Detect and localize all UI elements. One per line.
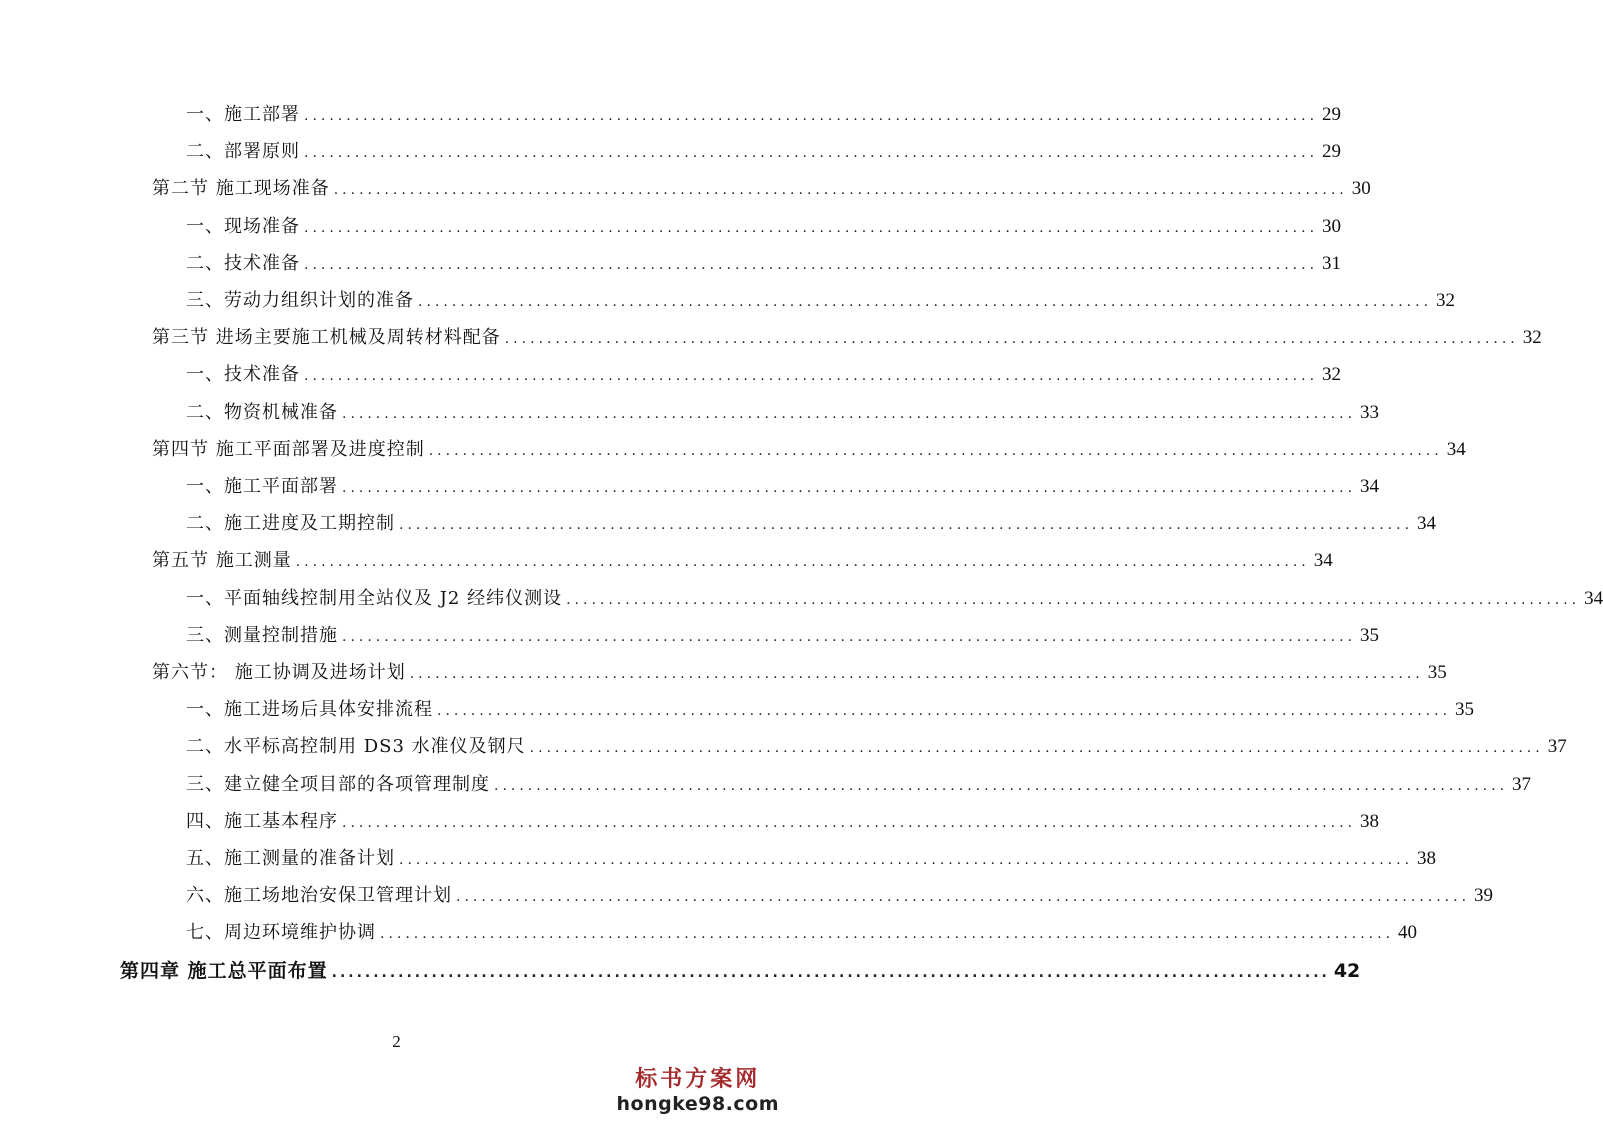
toc-entry-page: 32 — [1522, 327, 1542, 349]
toc-entry-page: 29 — [1322, 104, 1342, 125]
toc-subsection-entry — [186, 286, 1456, 316]
toc-dot-leader: ........................................................................................................................ — [304, 145, 1319, 162]
toc-entry-title: 五、施工测量的准备计划 — [186, 848, 395, 869]
toc-entry-page: 37 — [1547, 736, 1567, 758]
toc-section-entry — [152, 323, 1542, 353]
toc-entry-title: 七、周边环境维护协调 — [186, 922, 376, 944]
toc-dot-leader: ........................................................................................................................ — [566, 591, 1581, 608]
watermark-chinese-text: 标书方案网 — [635, 1066, 761, 1092]
toc-entry-title: 四、施工基本程序 — [186, 810, 338, 832]
toc-entry-title: 三、建立健全项目部的各项管理制度 — [186, 773, 490, 795]
toc-dot-leader: ........................................................................................................................ — [456, 889, 1471, 906]
toc-entry-page: 30 — [1351, 178, 1371, 200]
toc-entry-page: 39 — [1474, 885, 1494, 907]
watermark-url: hongke98.com — [616, 1093, 779, 1115]
toc-section-entry — [152, 546, 1333, 576]
toc-entry-title: 一、现场准备 — [186, 215, 300, 237]
toc-entry-title: 第三节 进场主要施工机械及周转材料配备 — [152, 327, 501, 349]
toc-dot-leader: ........................................................................................................................ — [399, 852, 1414, 868]
toc-dot-leader: ........................................................................................................................ — [342, 480, 1357, 496]
toc-entry-page: 34 — [1360, 476, 1380, 497]
toc-entry-page: 35 — [1427, 662, 1447, 683]
toc-entry-title: 二、物资机械准备 — [186, 401, 338, 423]
toc-dot-leader: ........................................................................................................................ — [504, 331, 1519, 348]
toc-dot-leader: ........................................................................................................................ — [342, 628, 1357, 645]
toc-entry-title: 第四章 施工总平面布置 — [120, 959, 328, 982]
toc-entry-page: 35 — [1455, 699, 1475, 721]
toc-entry-page: 34 — [1417, 513, 1437, 535]
toc-section-entry — [152, 658, 1447, 688]
toc-chapter-entry — [120, 956, 1361, 986]
toc-entry-page: 42 — [1333, 959, 1361, 982]
toc-dot-leader: ........................................................................................................................ — [331, 964, 1330, 981]
toc-entry-title: 一、平面轴线控制用全站仪及 J2 经纬仪测设 — [186, 587, 563, 609]
toc-entry-title: 三、测量控制措施 — [186, 624, 338, 646]
toc-dot-leader: ........................................................................................................................ — [494, 777, 1509, 794]
toc-subsection-entry — [186, 509, 1437, 539]
toc-dot-leader: ........................................................................................................................ — [428, 442, 1443, 459]
toc-subsection-entry — [186, 621, 1380, 651]
toc-subsection-entry — [186, 472, 1380, 502]
toc-entry-page: 38 — [1417, 848, 1437, 869]
toc-entry-page: 32 — [1436, 290, 1456, 311]
toc-entry-title: 二、水平标高控制用 DS3 水准仪及钢尺 — [186, 736, 526, 758]
toc-entry-title: 一、施工进场后具体安排流程 — [186, 699, 433, 721]
toc-dot-leader: ........................................................................................................................ — [304, 256, 1319, 273]
toc-dot-leader: ........................................................................................................................ — [304, 368, 1319, 385]
toc-dot-leader: ........................................................................................................................ — [437, 703, 1452, 720]
toc-entry-page: 32 — [1322, 364, 1342, 386]
toc-entry-title: 二、技术准备 — [186, 252, 300, 274]
toc-entry-title: 第五节 施工测量 — [152, 550, 292, 572]
toc-entry-title: 第六节： 施工协调及进场计划 — [152, 662, 406, 683]
toc-entry-title: 一、技术准备 — [186, 364, 300, 386]
toc-entry-page: 38 — [1360, 810, 1380, 832]
toc-entry-page: 40 — [1398, 922, 1418, 944]
toc-entry-title: 一、施工部署 — [186, 104, 300, 125]
toc-dot-leader: ........................................................................................................................ — [304, 219, 1319, 236]
toc-dot-leader: ........................................................................................................................ — [342, 405, 1357, 422]
toc-dot-leader: ........................................................................................................................ — [399, 517, 1414, 534]
toc-subsection-entry — [186, 100, 1342, 130]
toc-section-entry — [152, 174, 1371, 204]
toc-entry-page: 34 — [1446, 438, 1466, 460]
toc-subsection-entry — [186, 249, 1342, 279]
toc-dot-leader: ........................................................................................................................ — [304, 108, 1319, 124]
toc-entry-page: 33 — [1360, 401, 1380, 423]
toc-entry-page: 29 — [1322, 141, 1342, 163]
toc-subsection-entry — [186, 360, 1342, 390]
toc-entry-page: 34 — [1584, 587, 1603, 609]
toc-entry-title: 三、劳动力组织计划的准备 — [186, 290, 414, 311]
toc-dot-leader: ........................................................................................................................ — [418, 294, 1433, 310]
toc-dot-leader: ........................................................................................................................ — [333, 182, 1348, 199]
toc-subsection-entry — [186, 732, 1567, 762]
toc-dot-leader: ........................................................................................................................ — [409, 666, 1424, 682]
watermark-logo — [617, 1066, 780, 1116]
toc-dot-leader: ........................................................................................................................ — [380, 926, 1395, 943]
page-number: 2 — [392, 1032, 401, 1051]
toc-subsection-entry — [186, 918, 1418, 948]
toc-section-entry — [152, 435, 1466, 465]
toc-dot-leader: ........................................................................................................................ — [295, 554, 1310, 571]
toc-entry-page: 35 — [1360, 624, 1380, 646]
toc-entry-page: 37 — [1512, 773, 1532, 795]
toc-subsection-entry — [186, 584, 1603, 614]
toc-entry-title: 第二节 施工现场准备 — [152, 178, 330, 200]
toc-subsection-entry — [186, 137, 1342, 167]
toc-subsection-entry — [186, 881, 1494, 911]
toc-entry-title: 二、部署原则 — [186, 141, 300, 163]
toc-entry-title: 六、施工场地治安保卫管理计划 — [186, 885, 452, 907]
toc-subsection-entry — [186, 844, 1437, 874]
toc-subsection-entry — [186, 212, 1342, 242]
toc-dot-leader: ........................................................................................................................ — [342, 814, 1357, 831]
toc-entry-title: 第四节 施工平面部署及进度控制 — [152, 438, 425, 460]
toc-dot-leader: ........................................................................................................................ — [529, 740, 1544, 757]
toc-entry-page: 34 — [1313, 550, 1333, 572]
toc-entry-title: 一、施工平面部署 — [186, 476, 338, 497]
toc-subsection-entry — [186, 398, 1380, 428]
toc-entry-page: 30 — [1322, 215, 1342, 237]
toc-subsection-entry — [186, 770, 1532, 800]
toc-entry-page: 31 — [1322, 252, 1342, 274]
toc-entry-title: 二、施工进度及工期控制 — [186, 513, 395, 535]
toc-subsection-entry — [186, 695, 1475, 725]
toc-subsection-entry — [186, 807, 1380, 837]
